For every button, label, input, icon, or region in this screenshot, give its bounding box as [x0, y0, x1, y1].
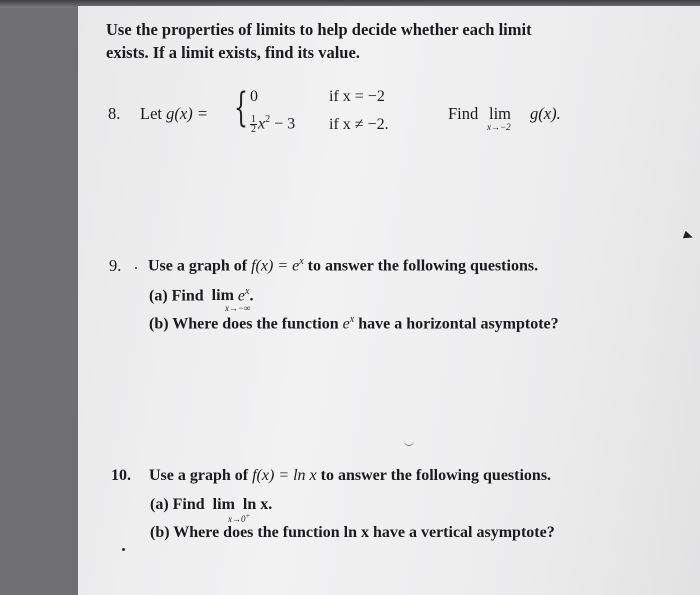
q10-part-a: (a) Find lim ln x.: [150, 496, 273, 513]
q8-statement: [140, 104, 208, 124]
q8-number: 8.: [108, 104, 121, 123]
q10-lim-subscript: x→0+: [228, 512, 251, 524]
q9-part-b: (b) Where does the function $e^x$ have a horizontal asymptote?: [149, 314, 559, 333]
q8-fraction: $\frac{1}{2}$: [251, 114, 256, 136]
q8-lim-subscript: x→−2: [487, 122, 511, 132]
q10-part-b: (b) Where does the function ln x have a vertical asymptote?: [150, 524, 555, 541]
q9-number: 9.: [109, 256, 122, 275]
q10-number: 10.: [111, 467, 131, 484]
q9-part-a: (a) Find $\lim e^x$.: [149, 286, 254, 305]
q9-statement: Use a graph of $f(x) = e^x$ to answer the following questions.: [148, 256, 539, 275]
q8-case2-condition: if x ≠ −2.: [329, 116, 389, 133]
q8-case1-value: 0: [250, 88, 258, 105]
instructions-line-2: exists. If a limit exists, find its value.: [106, 43, 360, 62]
q8-find-label: Find: [448, 104, 479, 123]
q8-case1-condition: if x = −2: [329, 88, 385, 105]
instructions: [106, 18, 532, 64]
q8-brace: {: [234, 85, 248, 131]
q8-function: g(x) =: [166, 104, 208, 123]
q8-let: Let: [140, 104, 162, 123]
instructions-line-1: Use the properties of limits to help decide whether each limit: [106, 20, 532, 39]
q8-case2-expression: $\frac{1}{2}$ $x^2 - 3$: [251, 114, 296, 136]
q10-statement: Use a graph of f(x) = ln x to answer the following questions.: [149, 467, 552, 484]
q9-separator: .: [134, 256, 138, 273]
q8-target: g(x).: [530, 104, 561, 123]
q9-lim-subscript: x→−∞: [225, 303, 251, 313]
q10-part-b-label: (b): [150, 524, 174, 541]
stray-dot: [122, 548, 125, 551]
q8-lim: lim: [489, 104, 512, 123]
